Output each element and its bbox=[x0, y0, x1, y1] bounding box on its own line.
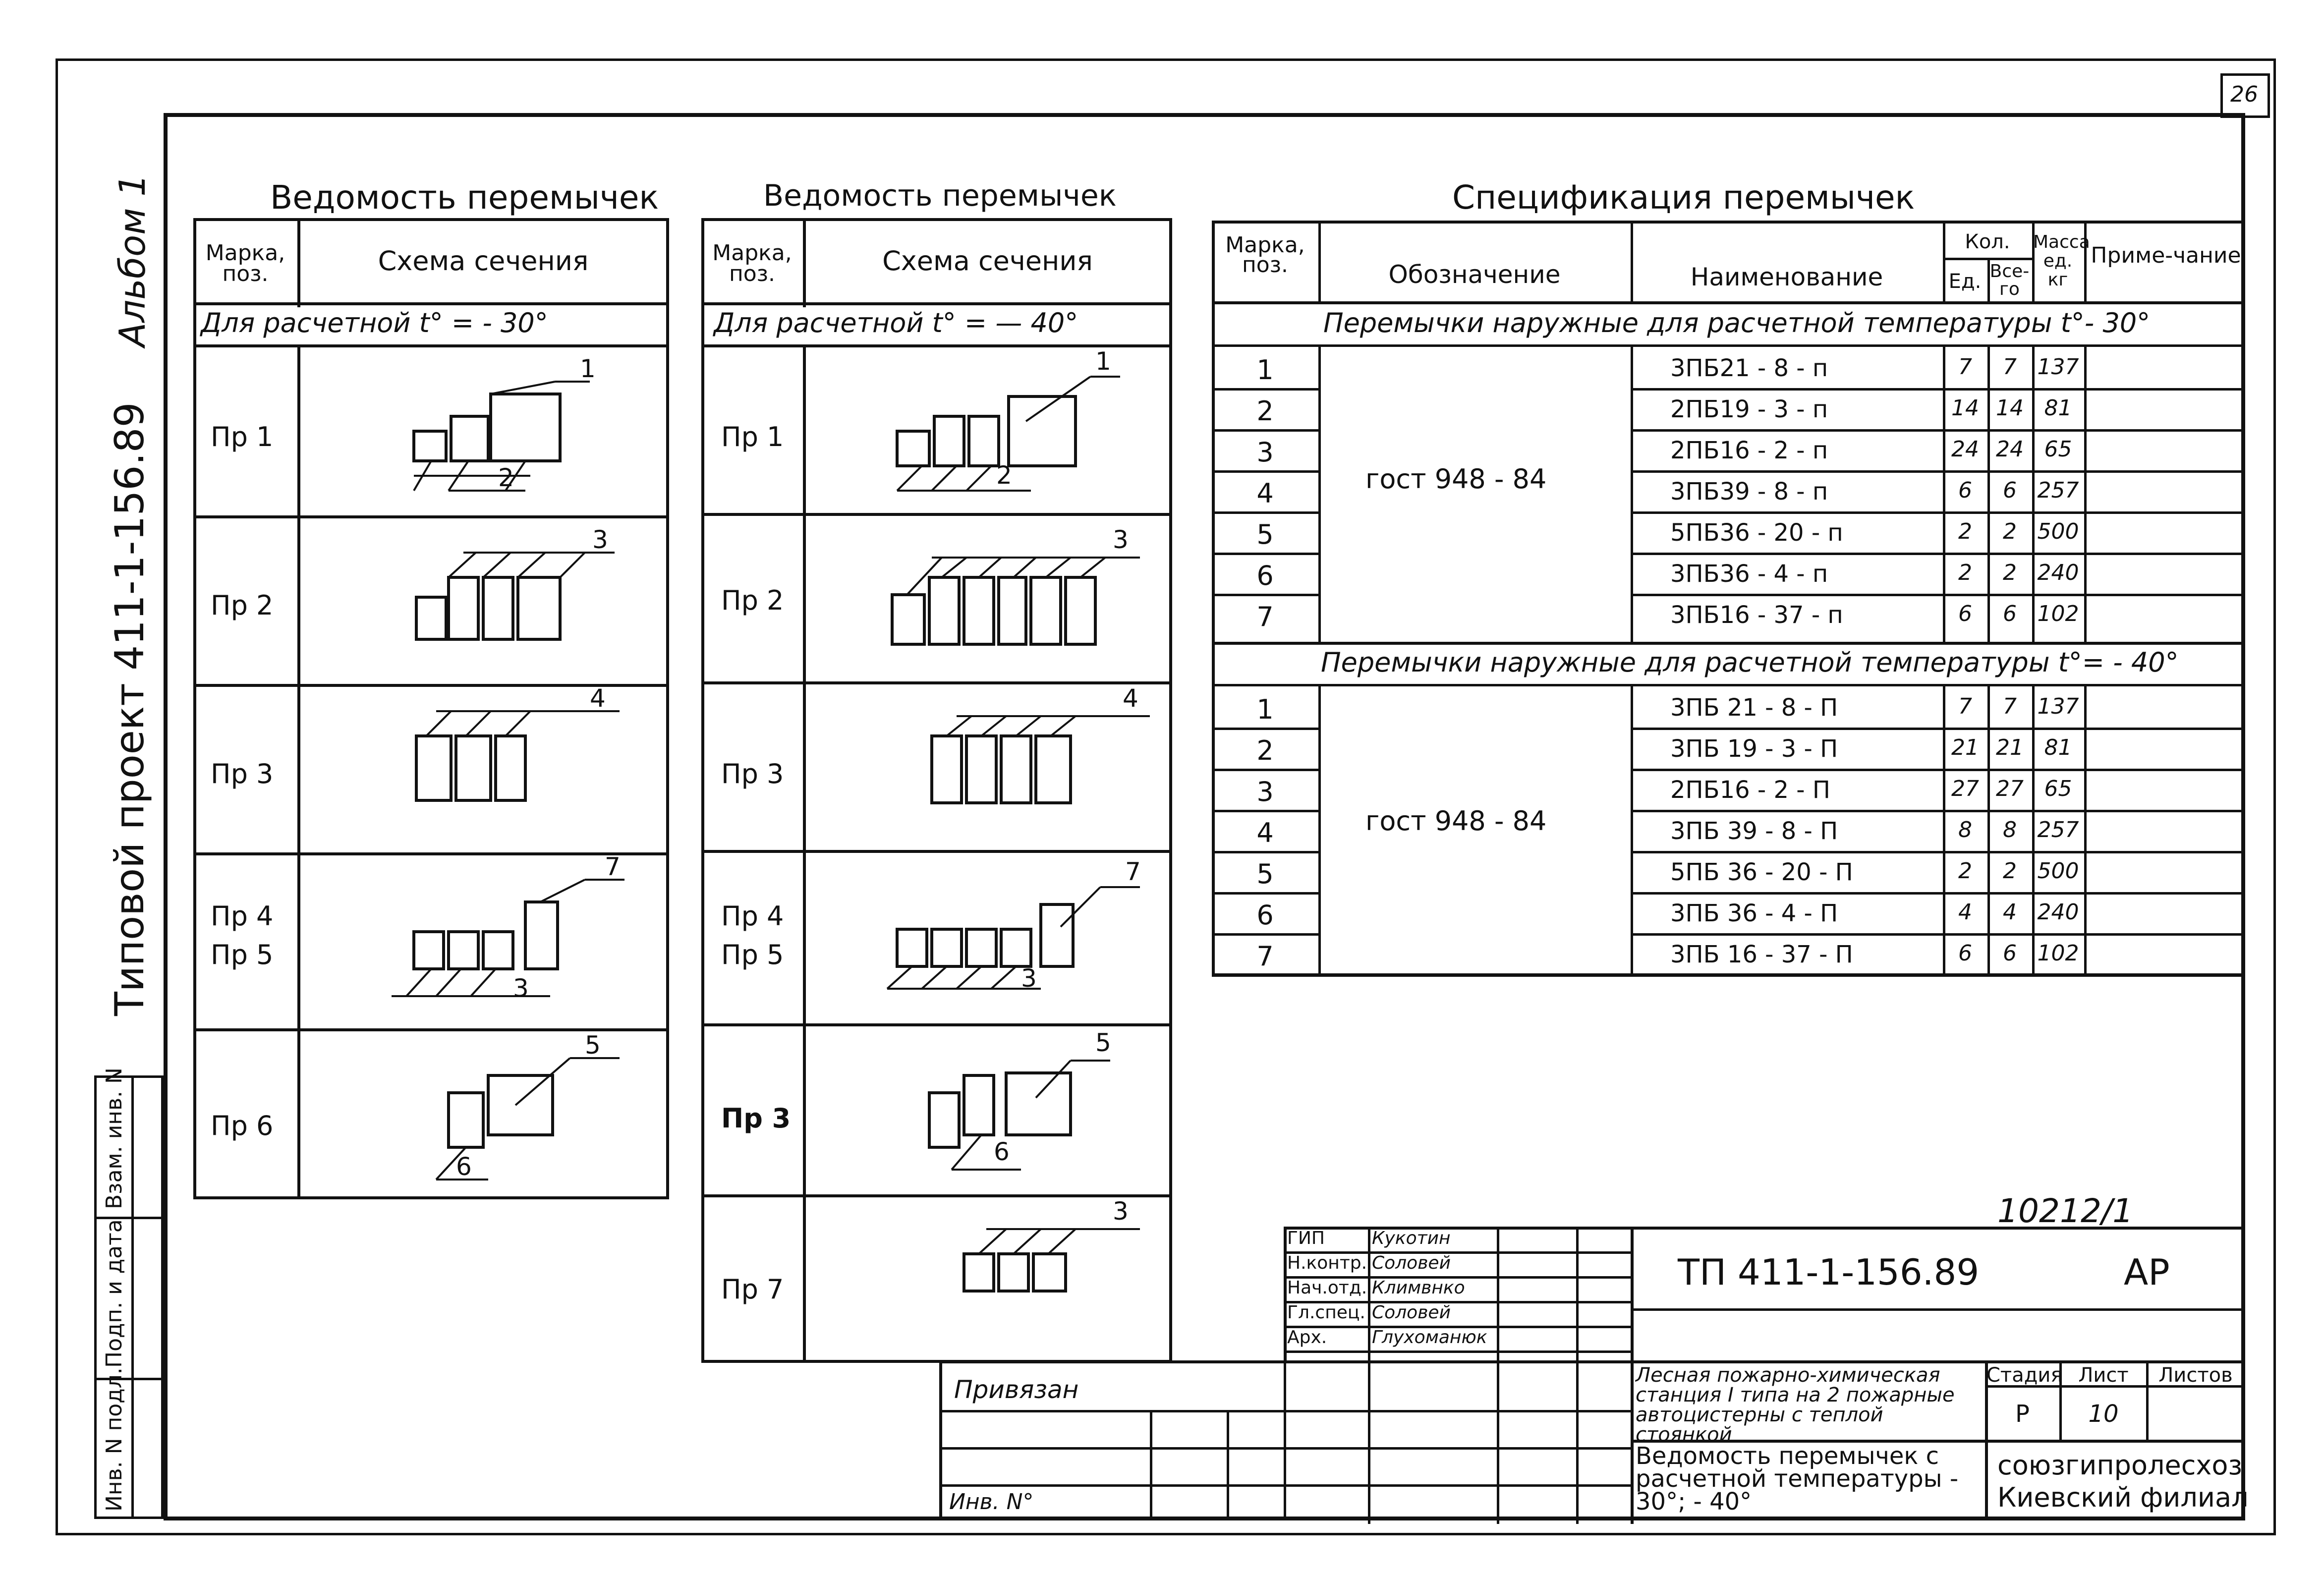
spec-cell-unit: 21 bbox=[1951, 735, 1979, 760]
stamp-podp-data: Подп. и дата bbox=[102, 1219, 127, 1368]
spec-cell-name: 3ПБ 39 - 8 - П bbox=[1670, 817, 1838, 845]
table2-subheader: Для расчетной t° = — 40° bbox=[714, 307, 1078, 338]
spec-cell-name: 5ПБ 36 - 20 - П bbox=[1670, 858, 1853, 886]
spec-header-note: Приме-чание bbox=[2091, 243, 2241, 268]
spec-cell-total: 6 bbox=[2003, 601, 2017, 626]
spec-cell-name: 3ПБ 36 - 4 - П bbox=[1670, 899, 1838, 927]
spec-cell-unit: 7 bbox=[1958, 354, 1972, 380]
spec-cell-unit: 2 bbox=[1958, 519, 1972, 544]
spec-cell-total: 2 bbox=[2003, 519, 2017, 544]
spec-cell-unit: 2 bbox=[1958, 858, 1972, 884]
table1-row-mark: Пр 3 bbox=[211, 758, 274, 789]
sheet-header: Лист bbox=[2078, 1364, 2129, 1387]
table2-row-mark: Пр 3 bbox=[721, 758, 784, 789]
spec-cell-mass: 65 bbox=[2044, 776, 2072, 801]
spec-cell-total: 4 bbox=[2003, 899, 2017, 925]
spec-header-mark: Марка, поз. bbox=[1225, 232, 1305, 278]
table2-row-mark: Пр 3 bbox=[721, 1103, 791, 1134]
sketch-label: 3 bbox=[1113, 525, 1129, 554]
spec-cell-unit: 27 bbox=[1951, 776, 1979, 801]
spec-section1-title: Перемычки наружные для расчетной температуры t°- 30° bbox=[1323, 307, 2151, 338]
table1-sketch-pr4-5 bbox=[392, 880, 624, 996]
spec-title: Спецификация перемычек bbox=[1452, 178, 1915, 217]
object-name: Лесная пожарно-химическая станция I типа на 2 пожарные автоцистерны с теплой стоянкой bbox=[1636, 1364, 1955, 1446]
sketch-label: 2 bbox=[996, 461, 1012, 490]
spec-cell-pos: 5 bbox=[1256, 519, 1274, 550]
spec-cell-pos: 2 bbox=[1256, 395, 1274, 427]
table2-row-mark: Пр 7 bbox=[721, 1274, 784, 1305]
spec-section1-standard: гост 948 - 84 bbox=[1365, 463, 1547, 495]
sketch-label: 4 bbox=[590, 684, 606, 713]
sheets-header: Листов bbox=[2158, 1364, 2233, 1387]
spec-cell-pos: 4 bbox=[1256, 478, 1274, 509]
spec-cell-unit: 24 bbox=[1951, 437, 1979, 462]
sketch-label: 4 bbox=[1123, 684, 1138, 713]
spec-section2-standard: гост 948 - 84 bbox=[1365, 805, 1547, 837]
table2-row-mark: Пр 4 Пр 5 bbox=[721, 900, 784, 970]
spec-cell-total: 2 bbox=[2003, 858, 2017, 884]
spec-cell-pos: 7 bbox=[1256, 601, 1274, 632]
spec-cell-pos: 3 bbox=[1256, 437, 1274, 468]
sketch-label: 1 bbox=[580, 354, 596, 383]
table2 bbox=[701, 218, 1172, 1363]
signature-name: Соловей bbox=[1372, 1302, 1451, 1323]
stamp-inv-podl: Инв. N подл. bbox=[102, 1367, 127, 1512]
spec-cell-pos: 1 bbox=[1256, 354, 1274, 386]
signature-name: Климвнко bbox=[1372, 1278, 1465, 1298]
signature-name: Глухоманюк bbox=[1372, 1327, 1487, 1348]
spec-cell-mass: 81 bbox=[2044, 395, 2072, 421]
spec-cell-total: 8 bbox=[2003, 817, 2017, 843]
spec-header-qty-unit: Ед. bbox=[1948, 270, 1982, 293]
spec-cell-pos: 4 bbox=[1256, 817, 1274, 848]
album-label: Альбом 1 bbox=[112, 173, 153, 347]
table2-row-mark: Пр 2 bbox=[721, 585, 784, 616]
project-label: Типовой проект 411-1-156.89 bbox=[107, 402, 153, 1016]
spec-cell-pos: 6 bbox=[1256, 899, 1274, 931]
signature-name: Кукотин bbox=[1372, 1228, 1451, 1248]
spec-cell-total: 27 bbox=[1996, 776, 2024, 801]
sketch-label: 3 bbox=[592, 525, 608, 554]
spec-cell-mass: 240 bbox=[2037, 560, 2079, 585]
spec-cell-unit: 8 bbox=[1958, 817, 1972, 843]
spec-cell-total: 6 bbox=[2003, 941, 2017, 966]
spec-cell-mass: 137 bbox=[2037, 354, 2079, 380]
spec-cell-mass: 81 bbox=[2044, 735, 2072, 760]
table1-header-scheme: Схема сечения bbox=[378, 245, 589, 277]
spec-cell-name: 2ПБ19 - 3 - п bbox=[1670, 395, 1828, 423]
sketch-label: 3 bbox=[513, 974, 529, 1003]
spec-cell-mass: 257 bbox=[2037, 817, 2079, 843]
spec-cell-total: 2 bbox=[2003, 560, 2017, 585]
doc-ref: 10212/1 bbox=[1997, 1192, 2134, 1230]
sheet-value: 10 bbox=[2088, 1400, 2119, 1428]
spec-cell-unit: 6 bbox=[1958, 601, 1972, 626]
table1-title: Ведомость перемычек bbox=[270, 178, 659, 217]
table2-header-mark: Марка, поз. bbox=[712, 240, 792, 286]
spec-section2-title: Перемычки наружные для расчетной температуры t°= - 40° bbox=[1321, 647, 2179, 678]
spec-cell-name: 5ПБ36 - 20 - п bbox=[1670, 519, 1843, 547]
sketch-label: 6 bbox=[994, 1137, 1010, 1166]
signature-role: Арх. bbox=[1287, 1327, 1327, 1348]
spec-cell-mass: 65 bbox=[2044, 437, 2072, 462]
organization-line2: Киевский филиал bbox=[1997, 1482, 2249, 1513]
drawing-mark: АР bbox=[2124, 1251, 2170, 1293]
spec-cell-total: 7 bbox=[2003, 354, 2017, 380]
bound-label: Привязан bbox=[954, 1375, 1079, 1404]
spec-cell-name: 3ПБ39 - 8 - п bbox=[1670, 478, 1828, 506]
sketch-label: 3 bbox=[1021, 964, 1037, 993]
stage-value: Р bbox=[2015, 1400, 2030, 1428]
spec-cell-unit: 6 bbox=[1958, 478, 1972, 503]
table2-header-scheme: Схема сечения bbox=[882, 245, 1093, 277]
spec-cell-name: 3ПБ 19 - 3 - П bbox=[1670, 735, 1838, 763]
spec-cell-pos: 7 bbox=[1256, 941, 1274, 972]
spec-cell-name: 3ПБ21 - 8 - п bbox=[1670, 354, 1828, 382]
table1-header-mark: Марка, поз. bbox=[205, 240, 285, 286]
spec-cell-mass: 500 bbox=[2037, 519, 2079, 544]
spec-cell-unit: 2 bbox=[1958, 560, 1972, 585]
table1-sketch-pr2 bbox=[416, 553, 615, 639]
signature-role: Нач.отд. bbox=[1287, 1278, 1367, 1298]
table1-row-mark: Пр 2 bbox=[211, 590, 274, 621]
spec-cell-total: 24 bbox=[1996, 437, 2024, 462]
spec-cell-pos: 5 bbox=[1256, 858, 1274, 890]
spec-cell-pos: 2 bbox=[1256, 735, 1274, 766]
spec-cell-unit: 7 bbox=[1958, 694, 1972, 719]
sketch-label: 5 bbox=[585, 1031, 601, 1060]
signature-role: Гл.спец. bbox=[1287, 1302, 1365, 1323]
signature-role: ГИП bbox=[1287, 1228, 1325, 1248]
project-code: ТП 411-1-156.89 bbox=[1678, 1251, 1980, 1293]
spec-cell-unit: 4 bbox=[1958, 899, 1972, 925]
sketch-label: 2 bbox=[498, 463, 514, 492]
sketch-label: 7 bbox=[1125, 857, 1141, 886]
stage-header: Стадия bbox=[1986, 1364, 2063, 1387]
spec-cell-total: 14 bbox=[1996, 395, 2024, 421]
spec-cell-total: 6 bbox=[2003, 478, 2017, 503]
sketch-label: 3 bbox=[1113, 1197, 1129, 1226]
signature-name: Соловей bbox=[1372, 1253, 1451, 1273]
spec-header-designation: Обозначение bbox=[1388, 260, 1561, 289]
spec-cell-name: 3ПБ 21 - 8 - П bbox=[1670, 694, 1838, 722]
spec-cell-name: 2ПБ16 - 2 - П bbox=[1670, 776, 1830, 804]
spec-cell-mass: 102 bbox=[2037, 941, 2079, 966]
spec-cell-mass: 240 bbox=[2037, 899, 2079, 925]
spec-cell-name: 3ПБ36 - 4 - п bbox=[1670, 560, 1828, 588]
spec-cell-unit: 14 bbox=[1951, 395, 1979, 421]
sketch-label: 7 bbox=[605, 852, 621, 881]
table1-row-mark: Пр 4 Пр 5 bbox=[211, 900, 274, 970]
sketch-label: 1 bbox=[1095, 347, 1111, 376]
spec-header-mass: Масса ед. кг bbox=[2033, 232, 2090, 290]
spec-header-qty: Кол. bbox=[1965, 230, 2010, 253]
spec-cell-mass: 257 bbox=[2037, 478, 2079, 503]
spec-header-qty-total: Все-го bbox=[1989, 261, 2030, 299]
inv-label: Инв. N° bbox=[949, 1489, 1034, 1515]
spec-cell-pos: 3 bbox=[1256, 776, 1274, 807]
signature-role: Н.контр. bbox=[1287, 1253, 1367, 1273]
spec-cell-mass: 102 bbox=[2037, 601, 2079, 626]
sketch-label: 6 bbox=[456, 1152, 472, 1181]
drawing-title: Ведомость перемычек с расчетной температуры - 30°; - 40° bbox=[1636, 1442, 1959, 1516]
spec-cell-pos: 6 bbox=[1256, 560, 1274, 591]
table1-subheader: Для расчетной t° = - 30° bbox=[201, 307, 548, 338]
spec-cell-name: 3ПБ 16 - 37 - П bbox=[1670, 941, 1853, 968]
table1-row-mark: Пр 6 bbox=[211, 1110, 274, 1141]
spec-cell-unit: 6 bbox=[1958, 941, 1972, 966]
table1-row-mark: Пр 1 bbox=[211, 421, 274, 452]
spec-cell-name: 3ПБ16 - 37 - п bbox=[1670, 601, 1843, 629]
spec-header-name: Наименование bbox=[1690, 263, 1883, 291]
table2-title: Ведомость перемычек bbox=[763, 178, 1117, 213]
spec-cell-mass: 500 bbox=[2037, 858, 2079, 884]
sheet-number: 26 bbox=[2230, 82, 2258, 107]
stamp-vzam-inv: Взам. инв. N bbox=[102, 1068, 127, 1209]
organization-line1: союзгипролесхоз bbox=[1997, 1450, 2243, 1481]
spec-cell-mass: 137 bbox=[2037, 694, 2079, 719]
table2-row-mark: Пр 1 bbox=[721, 421, 784, 452]
table1-sketch-pr3 bbox=[416, 711, 620, 800]
sketch-label: 5 bbox=[1095, 1028, 1111, 1057]
spec-cell-pos: 1 bbox=[1256, 694, 1274, 725]
spec-cell-total: 21 bbox=[1996, 735, 2024, 760]
spec-cell-name: 2ПБ16 - 2 - п bbox=[1670, 437, 1828, 464]
spec-cell-total: 7 bbox=[2003, 694, 2017, 719]
